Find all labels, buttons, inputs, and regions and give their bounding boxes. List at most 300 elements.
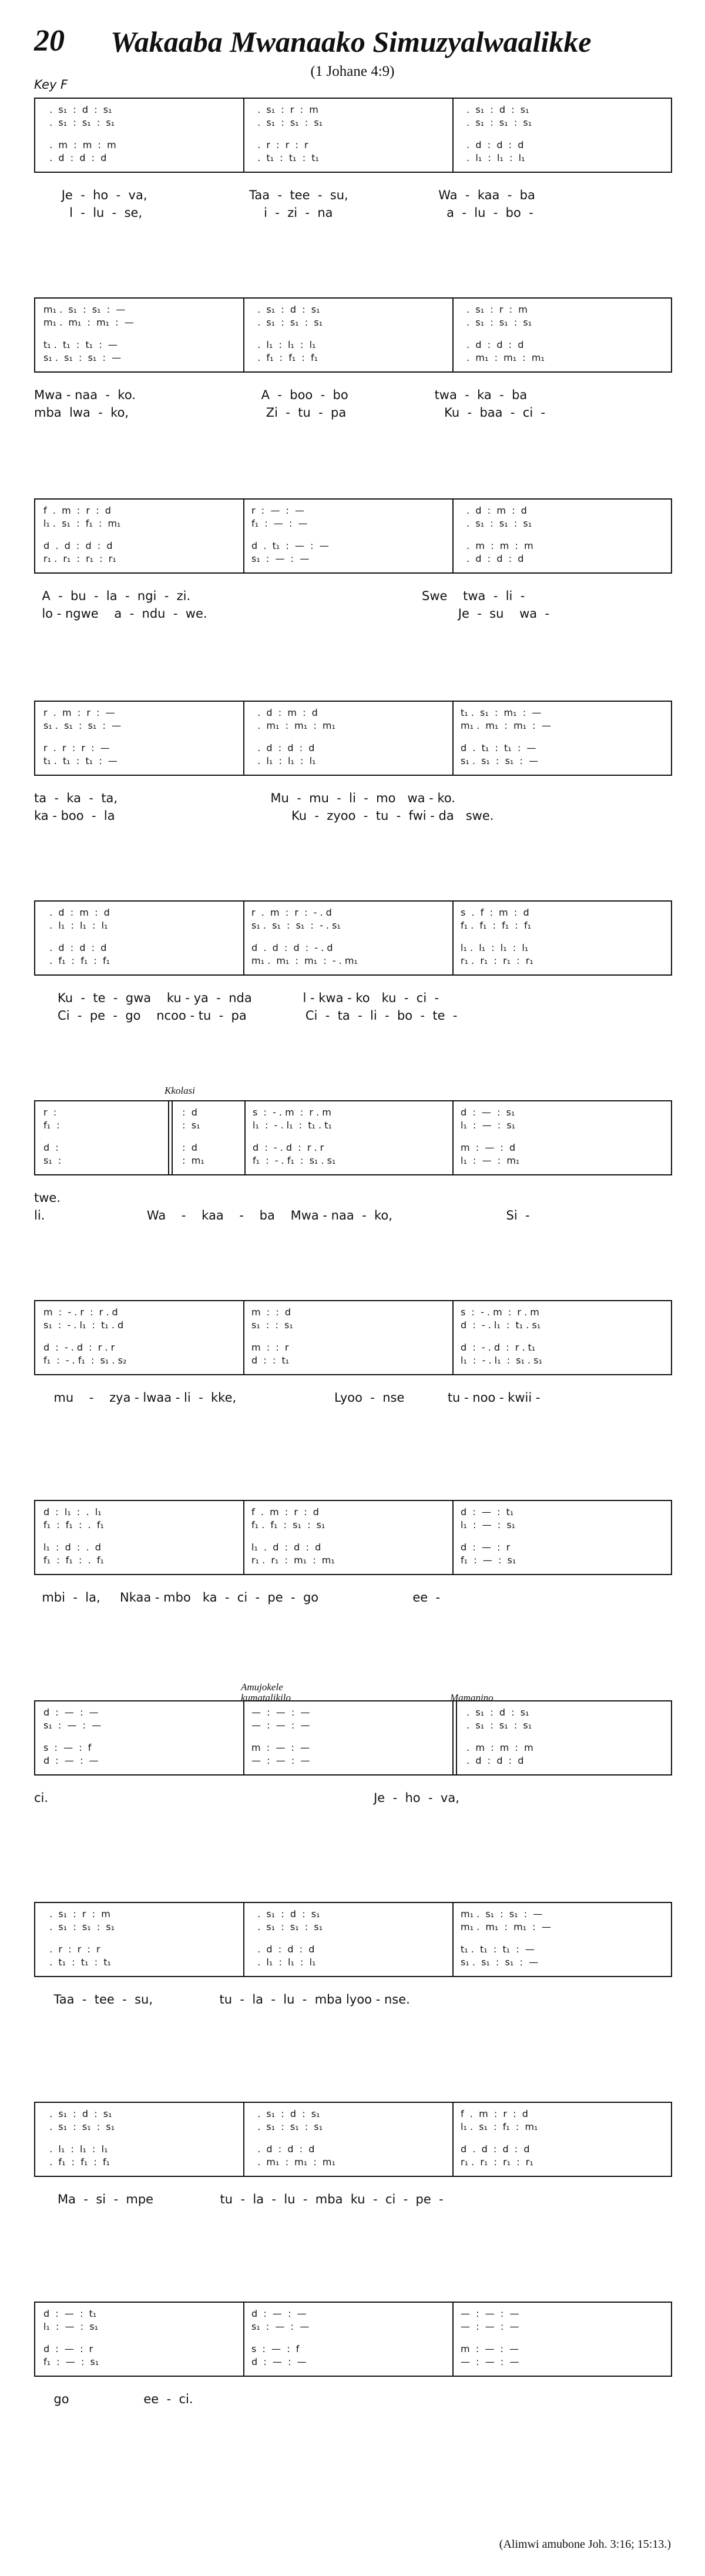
- voice-part-row: [461, 540, 669, 552]
- voice-part-row: [43, 1506, 239, 1519]
- solfa-notes: m : : d: [251, 1307, 291, 1318]
- solfa-notes: l₁ : — : s₁: [461, 1519, 516, 1530]
- solfa-notes: . t₁ : t₁ : t₁: [251, 152, 319, 163]
- voice-part-row: [43, 316, 239, 329]
- solfa-notes: m : — : —: [461, 2343, 519, 2354]
- voice-part-row: [251, 103, 448, 116]
- voice-part-row: [461, 719, 669, 732]
- voice-part-row: [251, 706, 448, 719]
- solfa-notes: . d : m : d: [461, 505, 527, 516]
- voice-part-row: [251, 1506, 448, 1519]
- staff-system: [34, 297, 672, 373]
- voice-part-row: [461, 339, 669, 351]
- solfa-notes: l₁ . l₁ : l₁ : l₁: [461, 942, 529, 953]
- voice-part-row: [251, 303, 448, 316]
- voice-part-row: [43, 1154, 163, 1167]
- solfa-notes: r₁ . r₁ : m₁ : m₁: [251, 1555, 335, 1566]
- lyric-line: mba lwa - ko, Zi - tu - pa Ku - baa - ci -: [34, 406, 546, 420]
- lyric-line: Ku - te - gwa ku - ya - nda l - kwa - ko ku - ci -: [34, 991, 439, 1005]
- solfa-notes: . d : d : d: [461, 339, 524, 350]
- solfa-notes: f₁ : — : —: [251, 518, 308, 529]
- lyric-line: Ma - si - mpe tu - la - lu - mba ku - ci - pe -: [34, 2192, 444, 2206]
- measure: [251, 2303, 448, 2376]
- barline: [452, 702, 454, 775]
- solfa-notes: : d: [176, 1142, 197, 1153]
- barline: [452, 1701, 457, 1774]
- voice-part-row: [251, 2320, 448, 2333]
- voice-part-row: [251, 1554, 448, 1567]
- solfa-notes: t₁ . s₁ : m₁ : —: [461, 707, 542, 718]
- voice-part-row: [251, 1719, 448, 1732]
- solfa-notes: . s₁ : s₁ : s₁: [251, 317, 323, 328]
- barline: [243, 2303, 244, 2376]
- scripture-reference: (1 Johane 4:9): [310, 63, 395, 79]
- voice-part-row: [43, 540, 239, 552]
- solfa-notes: f₁ : f₁ : . f₁: [43, 1519, 104, 1530]
- solfa-notes: f₁ :: [43, 1120, 60, 1131]
- solfa-notes: d : — : —: [43, 1707, 99, 1718]
- solfa-notes: . m : m : m: [43, 139, 116, 150]
- solfa-notes: . l₁ : l₁ : l₁: [43, 920, 108, 931]
- voice-part-row: [43, 504, 239, 517]
- solfa-notes: . s₁ : s₁ : s₁: [251, 117, 323, 128]
- voice-part-row: [251, 954, 448, 967]
- amujokele-label: Amujokele: [241, 1681, 283, 1693]
- voice-part-row: [461, 2356, 669, 2369]
- measure: [461, 902, 669, 974]
- voice-part-row: [251, 1943, 448, 1956]
- solfa-notes: . m₁ : m₁ : m₁: [461, 352, 545, 363]
- voice-part-row: [43, 152, 239, 165]
- solfa-notes: d : — : —: [251, 2356, 307, 2367]
- solfa-notes: . d : d : d: [461, 1755, 524, 1766]
- solfa-notes: . s₁ : r : m: [43, 1908, 110, 1920]
- voice-part-row: [251, 1541, 448, 1554]
- solfa-notes: . f₁ : f₁ : f₁: [251, 352, 318, 363]
- solfa-notes: d : — : r: [43, 2343, 93, 2354]
- staff-system: [34, 1700, 672, 1776]
- solfa-notes: . s₁ : d : s₁: [43, 2108, 112, 2119]
- voice-part-row: [461, 504, 669, 517]
- lyric-line: ci. Je - ho - va,: [34, 1791, 459, 1805]
- solfa-notes: d : - . l₁ : t₁ . s₁: [461, 1319, 541, 1331]
- voice-part-row: [461, 1141, 669, 1154]
- barline: [452, 99, 454, 172]
- voice-part-row: [461, 1956, 669, 1969]
- solfa-notes: s₁ . s₁ : s₁ : —: [43, 720, 122, 731]
- voice-part-row: [251, 1921, 448, 1934]
- solfa-notes: — : — : —: [461, 2321, 519, 2332]
- voice-part-row: [43, 2307, 239, 2320]
- voice-part-row: [461, 1506, 669, 1519]
- solfa-notes: . s₁ : d : s₁: [43, 104, 112, 115]
- voice-part-row: [251, 116, 448, 129]
- voice-part-row: [251, 139, 448, 152]
- voice-part-row: [251, 316, 448, 329]
- solfa-notes: d : — : s₁: [461, 1107, 515, 1118]
- lyric-line: Ci - pe - go ncoo - tu - pa Ci - ta - li - bo - te -: [34, 1009, 458, 1023]
- kumatalikilo-label: kumatalikilo: [241, 1692, 291, 1703]
- voice-part-row: [251, 1519, 448, 1532]
- voice-part-row: [251, 755, 448, 768]
- solfa-notes: : d: [176, 1107, 197, 1118]
- voice-part-row: [251, 2108, 448, 2121]
- voice-part-row: [43, 139, 239, 152]
- measure: [461, 500, 669, 572]
- barline: [452, 500, 454, 572]
- solfa-notes: . f₁ : f₁ : f₁: [43, 955, 110, 966]
- voice-part-row: [43, 1921, 239, 1934]
- measure: [251, 902, 448, 974]
- voice-part-row: [251, 540, 448, 552]
- voice-part-row: [251, 1741, 448, 1754]
- solfa-notes: s₁ : — : —: [251, 553, 310, 564]
- voice-part-row: [251, 351, 448, 364]
- solfa-notes: . d : m : d: [251, 707, 318, 718]
- solfa-notes: . m : m : m: [461, 540, 533, 551]
- staff-system: [34, 98, 672, 173]
- measure: [43, 99, 239, 172]
- voice-part-row: [253, 1154, 448, 1167]
- solfa-notes: m : : r: [251, 1342, 289, 1353]
- voice-part-row: [43, 1319, 239, 1332]
- voice-part-row: [43, 1354, 239, 1367]
- solfa-notes: : s₁: [176, 1120, 200, 1131]
- voice-part-row: [43, 1541, 239, 1554]
- voice-part-row: [251, 2156, 448, 2169]
- voice-part-row: [251, 919, 448, 932]
- voice-part-row: [251, 152, 448, 165]
- solfa-notes: l₁ : — : m₁: [461, 1155, 520, 1166]
- voice-part-row: [461, 2320, 669, 2333]
- voice-part-row: [461, 1106, 669, 1119]
- mamanino-label: Mamanino: [450, 1692, 494, 1703]
- voice-part-row: [461, 351, 669, 364]
- solfa-notes: . m₁ : m₁ : m₁: [251, 2156, 335, 2168]
- solfa-notes: . d : m : d: [43, 907, 110, 918]
- voice-part-row: [43, 1706, 239, 1719]
- measure: [43, 500, 239, 572]
- solfa-notes: . d : d : d: [251, 1944, 315, 1955]
- lyric-line: ta - ka - ta, Mu - mu - li - mo wa - ko.: [34, 791, 456, 805]
- voice-part-row: [43, 742, 239, 755]
- voice-part-row: [251, 906, 448, 919]
- solfa-notes: f₁ . f₁ : s₁ : s₁: [251, 1519, 325, 1530]
- solfa-notes: . d : d : d: [43, 942, 107, 953]
- barline: [452, 1903, 454, 1976]
- voice-part-row: [461, 954, 669, 967]
- voice-part-row: [43, 517, 239, 530]
- voice-part-row: [251, 2143, 448, 2156]
- barline: [243, 1701, 244, 1774]
- solfa-notes: . s₁ : d : s₁: [461, 1707, 529, 1718]
- voice-part-row: [461, 1943, 669, 1956]
- solfa-notes: s₁ : : s₁: [251, 1319, 293, 1331]
- lyric-line: Mwa - naa - ko. A - boo - bo twa - ka - ba: [34, 388, 528, 402]
- voice-part-row: [461, 2143, 669, 2156]
- solfa-notes: . s₁ : r : m: [461, 304, 528, 315]
- solfa-notes: . l₁ : l₁ : l₁: [251, 1957, 316, 1968]
- voice-part-row: [461, 103, 669, 116]
- voice-part-row: [461, 303, 669, 316]
- solfa-notes: . d : d : d: [251, 742, 315, 753]
- solfa-notes: — : — : —: [461, 2356, 519, 2367]
- measure: [461, 2303, 669, 2376]
- voice-part-row: [43, 2320, 239, 2333]
- voice-part-row: [43, 1306, 239, 1319]
- solfa-notes: . m : m : m: [461, 1742, 533, 1753]
- voice-part-row: [461, 906, 669, 919]
- voice-part-row: [461, 1154, 669, 1167]
- voice-part-row: [176, 1119, 240, 1132]
- voice-part-row: [43, 942, 239, 954]
- solfa-notes: d . d : d : d: [461, 2143, 530, 2155]
- barline: [243, 1903, 244, 1976]
- voice-part-row: [43, 1741, 239, 1754]
- measure: [461, 299, 669, 371]
- voice-part-row: [461, 2108, 669, 2121]
- voice-part-row: [461, 1319, 669, 1332]
- voice-part-row: [251, 552, 448, 565]
- voice-part-row: [43, 303, 239, 316]
- solfa-notes: f₁ : — : s₁: [461, 1555, 516, 1566]
- solfa-notes: . s₁ : s₁ : s₁: [43, 117, 115, 128]
- voice-part-row: [251, 2307, 448, 2320]
- hymn-number: 20: [34, 24, 65, 58]
- solfa-notes: f₁ : — : s₁: [43, 2356, 99, 2367]
- measure: [251, 299, 448, 371]
- solfa-notes: d : — : —: [43, 1755, 99, 1766]
- voice-part-row: [43, 116, 239, 129]
- solfa-notes: l₁ : — : s₁: [461, 1120, 516, 1131]
- voice-part-row: [461, 2343, 669, 2356]
- solfa-notes: s₁ . s₁ : s₁ : —: [461, 1957, 539, 1968]
- measure: [461, 1301, 669, 1374]
- voice-part-row: [461, 1754, 669, 1767]
- voice-part-row: [251, 339, 448, 351]
- voice-part-row: [461, 2156, 669, 2169]
- lyric-line: A - bu - la - ngi - zi. Swe twa - li -: [34, 589, 525, 603]
- voice-part-row: [43, 1719, 239, 1732]
- solfa-notes: d : — : —: [251, 2308, 307, 2319]
- measure: [176, 1101, 240, 1174]
- lyric-line: ka - boo - la Ku - zyoo - tu - fwi - da swe.: [34, 809, 494, 823]
- voice-part-row: [251, 1306, 448, 1319]
- solfa-notes: . f₁ : f₁ : f₁: [43, 2156, 110, 2168]
- voice-part-row: [43, 1908, 239, 1921]
- voice-part-row: [251, 2121, 448, 2133]
- voice-part-row: [461, 1554, 669, 1567]
- barline: [243, 702, 244, 775]
- measure: [43, 1301, 239, 1374]
- barline: [243, 1301, 244, 1374]
- barline: [452, 2103, 454, 2176]
- solfa-notes: . s₁ : s₁ : s₁: [251, 1921, 323, 1932]
- lyric-line: go ee - ci.: [34, 2392, 193, 2406]
- solfa-notes: d . t₁ : t₁ : —: [461, 742, 536, 753]
- measure: [251, 1701, 448, 1774]
- measure: [461, 1701, 669, 1774]
- measure: [251, 1903, 448, 1976]
- solfa-notes: . l₁ : l₁ : l₁: [251, 755, 316, 766]
- measure: [251, 1501, 448, 1574]
- voice-part-row: [461, 1921, 669, 1934]
- hymn-header: [0, 0, 705, 92]
- voice-part-row: [461, 116, 669, 129]
- solfa-notes: m₁ . s₁ : s₁ : —: [461, 1908, 543, 1920]
- barline: [452, 299, 454, 371]
- voice-part-row: [43, 906, 239, 919]
- solfa-notes: m₁ . m₁ : m₁ : —: [43, 317, 134, 328]
- solfa-notes: f . m : r : d: [43, 505, 111, 516]
- staff-system: [34, 1100, 672, 1175]
- voice-part-row: [461, 1519, 669, 1532]
- solfa-notes: d : l₁ : . l₁: [43, 1506, 102, 1518]
- solfa-notes: r . m : r : —: [43, 707, 115, 718]
- key-signature: Key F: [34, 78, 68, 92]
- voice-part-row: [43, 1341, 239, 1354]
- voice-part-row: [43, 719, 239, 732]
- solfa-notes: — : — : —: [251, 1755, 310, 1766]
- voice-part-row: [251, 1754, 448, 1767]
- staff-system: [34, 1500, 672, 1575]
- lyric-line: twe.: [34, 1191, 61, 1205]
- solfa-notes: l₁ : - . l₁ : s₁ . s₁: [461, 1355, 542, 1366]
- barline: [452, 902, 454, 974]
- measure: [251, 702, 448, 775]
- solfa-notes: d . d : d : - . d: [251, 942, 333, 953]
- voice-part-row: [461, 742, 669, 755]
- voice-part-row: [461, 1541, 669, 1554]
- lyric-line: Je - ho - va, Taa - tee - su, Wa - kaa - ba: [34, 188, 535, 202]
- measure: [43, 2103, 239, 2176]
- voice-part-row: [461, 1719, 669, 1732]
- voice-part-row: [176, 1154, 240, 1167]
- voice-part-row: [461, 755, 669, 768]
- voice-part-row: [43, 1943, 239, 1956]
- barline: [452, 2303, 454, 2376]
- staff-system: [34, 900, 672, 976]
- voice-part-row: [251, 1706, 448, 1719]
- voice-part-row: [43, 954, 239, 967]
- barline: [452, 1501, 454, 1574]
- solfa-notes: . s₁ : d : s₁: [251, 304, 320, 315]
- solfa-notes: r . m : r : - . d: [251, 907, 332, 918]
- solfa-notes: . s₁ : s₁ : s₁: [43, 2121, 115, 2132]
- solfa-notes: r : — : —: [251, 505, 305, 516]
- voice-part-row: [461, 316, 669, 329]
- solfa-notes: s₁ . s₁ : s₁ : —: [461, 755, 539, 766]
- solfa-notes: l₁ . d : d : d: [251, 1542, 321, 1553]
- voice-part-row: [43, 919, 239, 932]
- voice-part-row: [251, 1341, 448, 1354]
- solfa-notes: . r : r : r: [43, 1944, 100, 1955]
- barline: [243, 2103, 244, 2176]
- measure: [461, 2103, 669, 2176]
- solfa-notes: s : - . m : r . m: [461, 1307, 539, 1318]
- solfa-notes: — : — : —: [251, 1707, 310, 1718]
- solfa-notes: . m₁ : m₁ : m₁: [251, 720, 335, 731]
- voice-part-row: [43, 1554, 239, 1567]
- solfa-notes: l₁ : d : . d: [43, 1542, 101, 1553]
- solfa-notes: f . m : r : d: [251, 1506, 319, 1518]
- voice-part-row: [176, 1106, 240, 1119]
- solfa-notes: r₁ . r₁ : r₁ : r₁: [43, 553, 116, 564]
- measure: [43, 1501, 239, 1574]
- voice-part-row: [461, 919, 669, 932]
- measure: [251, 500, 448, 572]
- lyric-line: li. Wa - kaa - ba Mwa - naa - ko, Si -: [34, 1208, 530, 1222]
- solfa-notes: . s₁ : s₁ : s₁: [461, 117, 532, 128]
- solfa-notes: s : - . m : r . m: [253, 1107, 331, 1118]
- voice-part-row: [43, 755, 239, 768]
- solfa-notes: . s₁ : s₁ : s₁: [461, 518, 532, 529]
- measure: [251, 1301, 448, 1374]
- solfa-notes: s : — : f: [43, 1742, 92, 1753]
- staff-system: [34, 2102, 672, 2177]
- voice-part-row: [43, 1141, 163, 1154]
- voice-part-row: [251, 2356, 448, 2369]
- solfa-notes: : m₁: [176, 1155, 204, 1166]
- hymn-title: Wakaaba Mwanaako Simuzyalwaalikke: [110, 25, 592, 58]
- voice-part-row: [461, 517, 669, 530]
- voice-part-row: [251, 1956, 448, 1969]
- measure: [253, 1101, 448, 1174]
- solfa-notes: d . t₁ : — : —: [251, 540, 329, 551]
- barline: [452, 1101, 454, 1174]
- solfa-notes: s₁ : — : —: [251, 2321, 310, 2332]
- voice-part-row: [176, 1141, 240, 1154]
- voice-part-row: [461, 2121, 669, 2133]
- solfa-notes: s₁ : — : —: [43, 1720, 102, 1731]
- solfa-notes: . d : d : d: [43, 152, 107, 163]
- solfa-notes: t₁ . t₁ : t₁ : —: [461, 1944, 535, 1955]
- solfa-notes: . s₁ : d : s₁: [251, 2108, 320, 2119]
- measure: [43, 299, 239, 371]
- solfa-notes: . r : r : r: [251, 139, 308, 150]
- voice-part-row: [461, 1119, 669, 1132]
- voice-part-row: [43, 1519, 239, 1532]
- solfa-notes: d : — : t₁: [461, 1506, 514, 1518]
- solfa-notes: . s₁ : s₁ : s₁: [461, 1720, 532, 1731]
- measure: [461, 702, 669, 775]
- measure: [43, 2303, 239, 2376]
- measure: [43, 902, 239, 974]
- solfa-notes: d : - . d : r . r: [43, 1342, 115, 1353]
- staff-system: [34, 1902, 672, 1977]
- voice-part-row: [253, 1106, 448, 1119]
- lyric-line: Taa - tee - su, tu - la - lu - mba lyoo - nse.: [34, 1992, 410, 2006]
- measure: [251, 99, 448, 172]
- voice-part-row: [461, 706, 669, 719]
- solfa-notes: s . f : m : d: [461, 907, 529, 918]
- voice-part-row: [251, 942, 448, 954]
- voice-part-row: [253, 1119, 448, 1132]
- solfa-notes: . s₁ : s₁ : s₁: [461, 317, 532, 328]
- voice-part-row: [461, 552, 669, 565]
- measure: [43, 1903, 239, 1976]
- solfa-notes: d : - . d : r . t₁: [461, 1342, 536, 1353]
- voice-part-row: [43, 552, 239, 565]
- voice-part-row: [43, 103, 239, 116]
- solfa-notes: t₁ . t₁ : t₁ : —: [43, 755, 118, 766]
- solfa-notes: . s₁ : s₁ : s₁: [251, 2121, 323, 2132]
- voice-part-row: [461, 1354, 669, 1367]
- solfa-notes: m : - . r : r . d: [43, 1307, 118, 1318]
- measure: [43, 702, 239, 775]
- barline: [168, 1101, 173, 1174]
- solfa-notes: r₁ . r₁ : r₁ : r₁: [461, 2156, 533, 2168]
